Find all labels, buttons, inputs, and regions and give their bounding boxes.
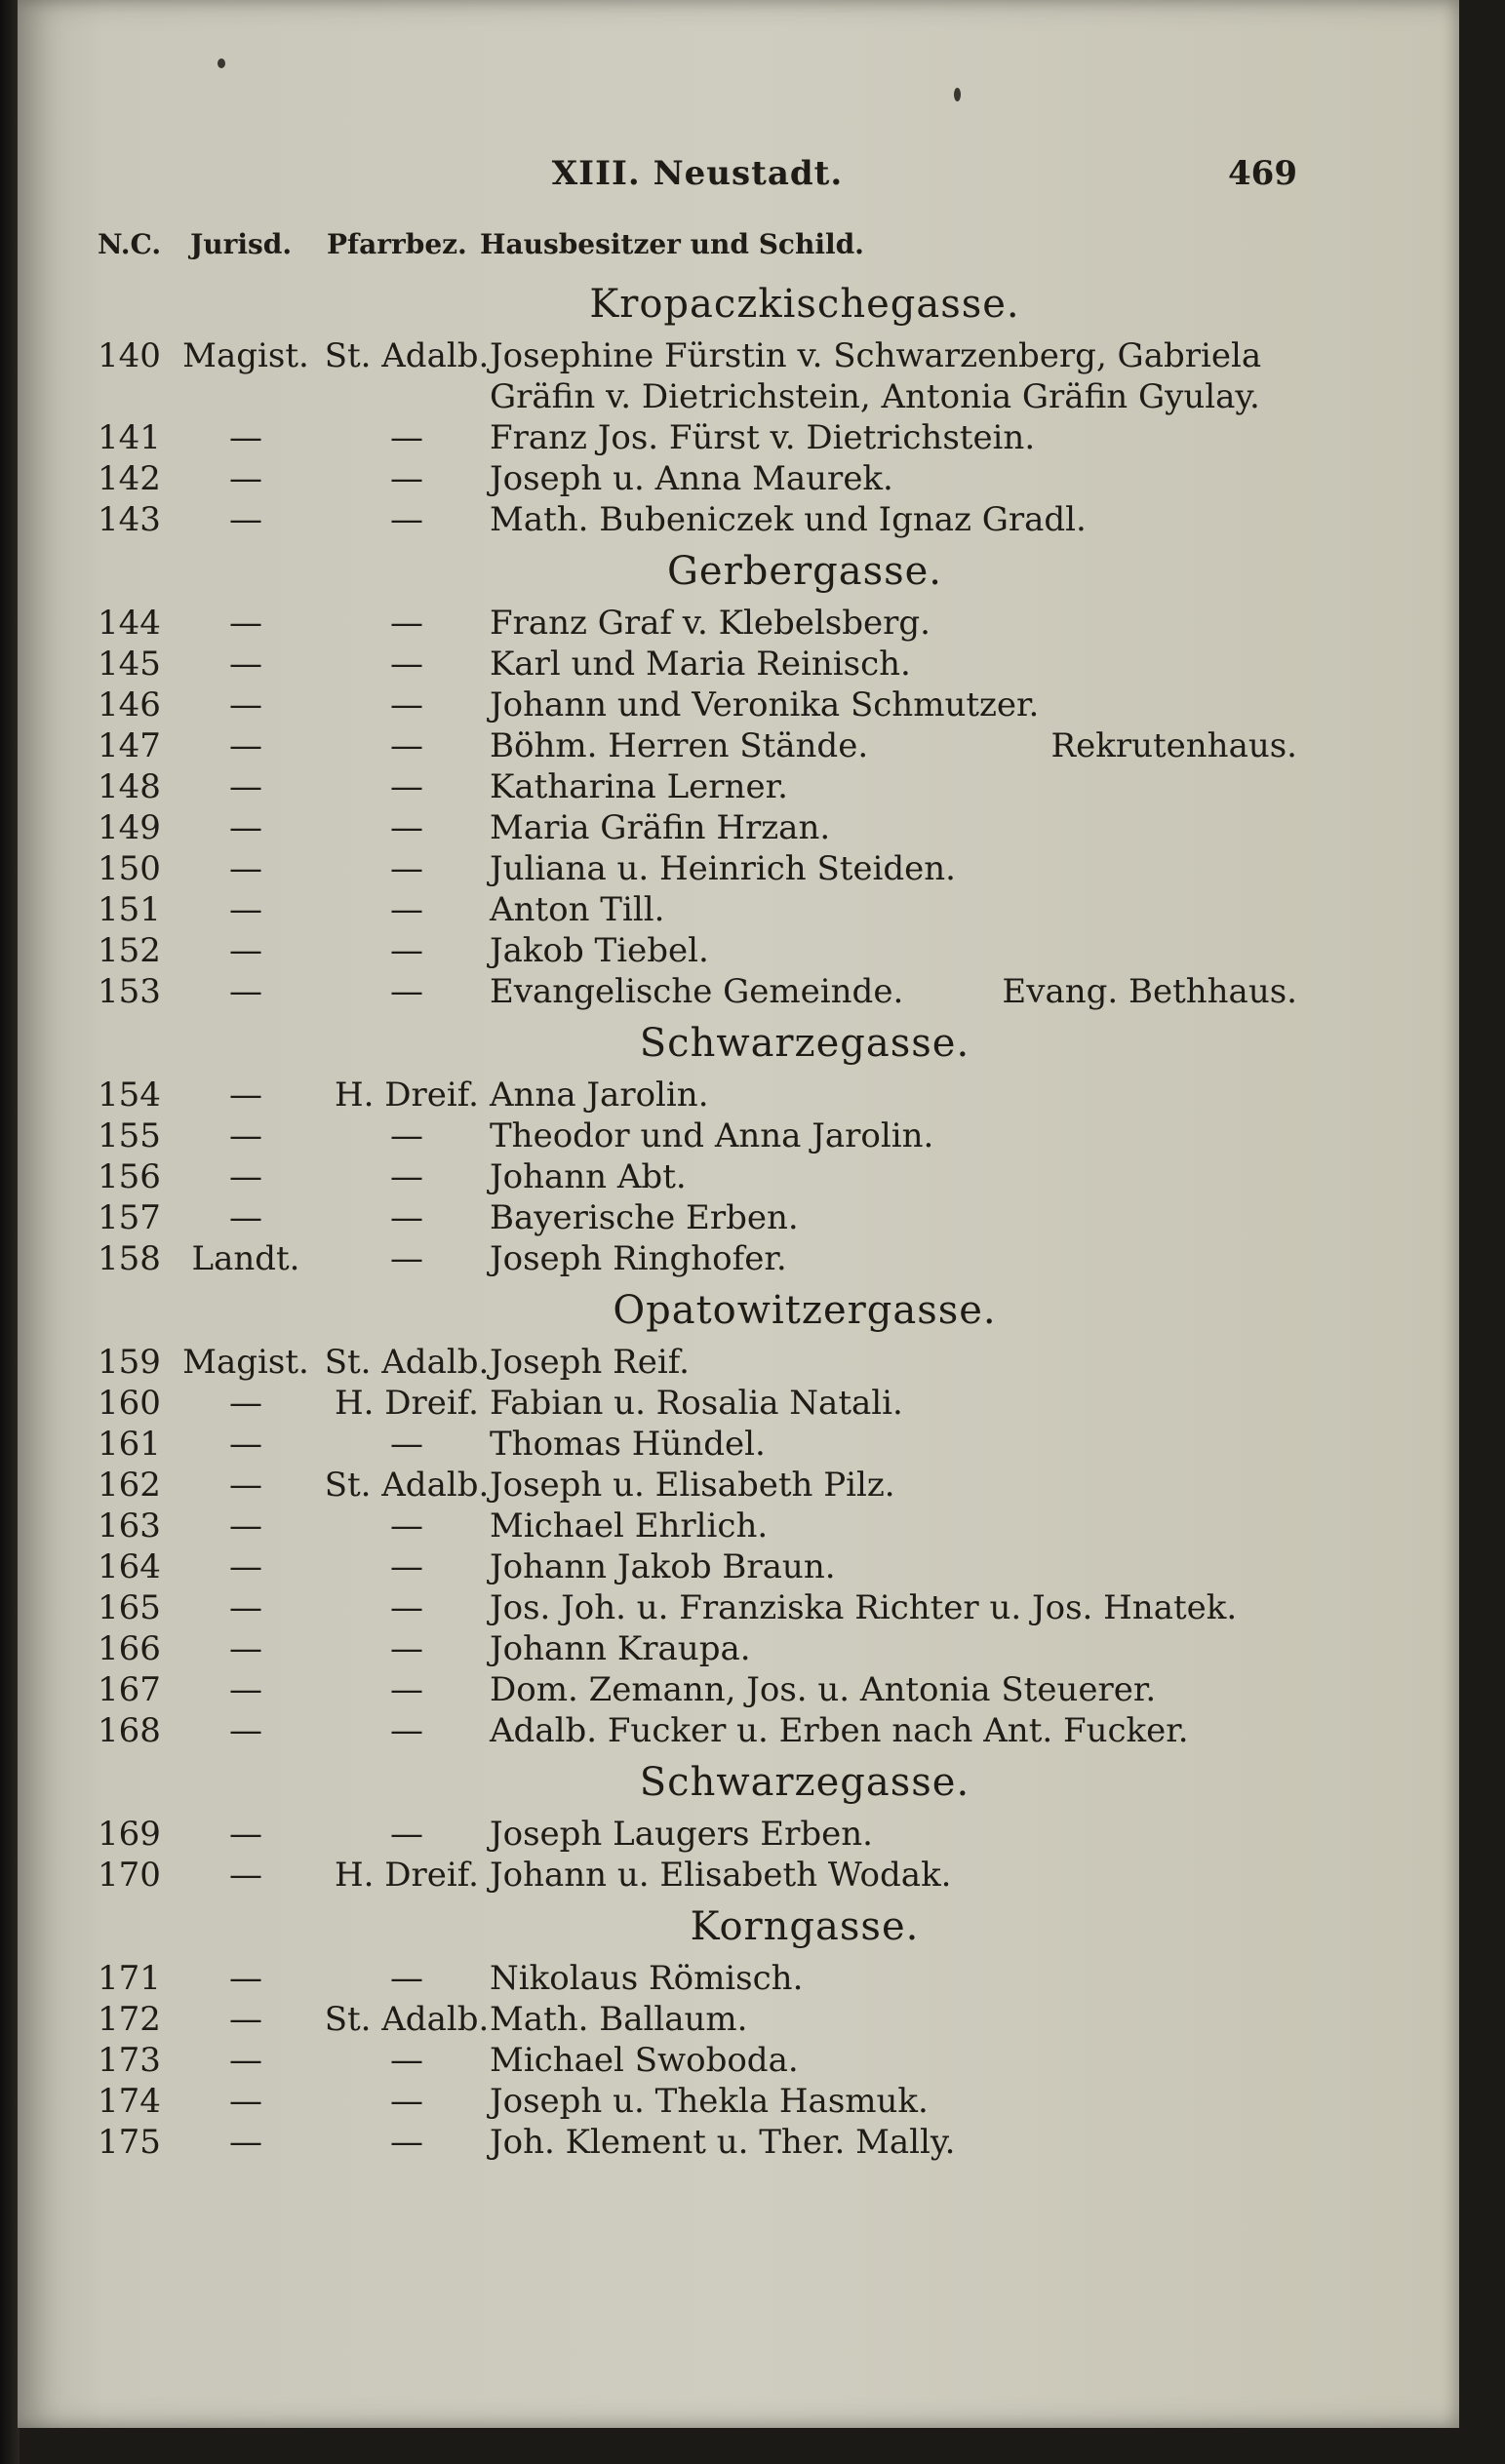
cell-num: 140 <box>98 336 161 375</box>
cell-num: 146 <box>98 685 161 724</box>
street-heading: Kropaczkischegasse. <box>589 282 1020 327</box>
register-row <box>98 1465 1297 1506</box>
cell-jur: — <box>229 1116 262 1155</box>
cell-jur: — <box>229 1466 262 1505</box>
cell-pfarr: — <box>390 418 423 457</box>
cell-owner: Joseph u. Thekla Hasmuk. <box>490 2082 929 2121</box>
register-row <box>98 1424 1297 1465</box>
cell-owner: Fabian u. Rosalia Natali. <box>490 1384 903 1423</box>
cell-owner: Franz Jos. Fürst v. Dietrichstein. <box>490 418 1036 457</box>
cell-num: 158 <box>98 1239 161 1278</box>
register-row <box>98 1628 1297 1669</box>
column-headers <box>98 215 1297 273</box>
cell-pfarr: St. Adalb. <box>324 1466 490 1505</box>
register-row <box>98 417 1297 458</box>
register-row <box>98 1075 1297 1115</box>
cell-jur: — <box>229 1157 262 1196</box>
cell-owner: Böhm. Herren Stände. <box>490 726 869 765</box>
cell-num: 165 <box>98 1588 161 1627</box>
cell-pfarr: — <box>390 1588 423 1627</box>
cell-pfarr: — <box>390 1815 423 1854</box>
cell-num: 166 <box>98 1629 161 1668</box>
register-row <box>98 971 1297 1012</box>
cell-num: 153 <box>98 972 161 1011</box>
cell-jur: — <box>229 1425 262 1464</box>
register-row <box>98 1156 1297 1197</box>
cell-pfarr: St. Adalb. <box>324 1343 490 1382</box>
register-row <box>98 725 1297 766</box>
cell-sign: Evang. Bethhaus. <box>1002 972 1297 1011</box>
cell-jur: — <box>229 726 262 765</box>
register-row <box>98 807 1297 848</box>
cell-jur: — <box>229 1670 262 1709</box>
register-row <box>98 889 1297 930</box>
cell-jur: — <box>229 890 262 929</box>
cell-num: 167 <box>98 1670 161 1709</box>
register-row <box>98 930 1297 971</box>
register-row <box>98 684 1297 725</box>
cell-owner: Michael Swoboda. <box>490 2041 799 2080</box>
cell-num: 170 <box>98 1856 161 1895</box>
cell-jur: — <box>229 2123 262 2162</box>
cell-jur: — <box>229 1506 262 1545</box>
cell-owner: Johann Kraupa. <box>490 1629 751 1668</box>
cell-owner: Joseph Ringhofer. <box>490 1239 787 1278</box>
page-number: 469 <box>1228 154 1297 193</box>
cell-pfarr: — <box>390 645 423 684</box>
cell-jur: — <box>229 2041 262 2080</box>
cell-jur: Landt. <box>191 1239 300 1278</box>
cell-pfarr: — <box>390 2082 423 2121</box>
register-row <box>98 644 1297 684</box>
cell-pfarr: — <box>390 685 423 724</box>
cell-num: 142 <box>98 459 161 498</box>
street-heading: Schwarzegasse. <box>639 1760 970 1805</box>
street-heading: Schwarzegasse. <box>639 1021 970 1066</box>
cell-pfarr: — <box>390 1116 423 1155</box>
register-row <box>98 2040 1297 2081</box>
cell-owner: Jos. Joh. u. Franziska Richter u. Jos. Hnatek. <box>490 1588 1238 1627</box>
cell-num: 157 <box>98 1198 161 1237</box>
cell-num: 144 <box>98 604 161 643</box>
column-header: Jurisd. <box>190 227 293 260</box>
cell-owner: Karl und Maria Reinisch. <box>490 645 911 684</box>
cell-pfarr: — <box>390 1198 423 1237</box>
cell-pfarr: — <box>390 767 423 806</box>
cell-owner: Joseph u. Elisabeth Pilz. <box>490 1466 895 1505</box>
cell-num: 141 <box>98 418 161 457</box>
register-row <box>98 1999 1297 2040</box>
cell-owner: Franz Graf v. Klebelsberg. <box>490 604 931 643</box>
cell-pfarr: — <box>390 500 423 539</box>
cell-num: 149 <box>98 808 161 847</box>
cell-num: 152 <box>98 931 161 970</box>
cell-owner: Nikolaus Römisch. <box>490 1959 804 1998</box>
register-row <box>98 1115 1297 1156</box>
register-row <box>98 458 1297 499</box>
cell-owner: Thomas Hündel. <box>490 1425 766 1464</box>
cell-pfarr: — <box>390 1157 423 1196</box>
cell-jur: — <box>229 1815 262 1854</box>
cell-jur: — <box>229 849 262 888</box>
cell-jur: — <box>229 500 262 539</box>
cell-num: 147 <box>98 726 161 765</box>
page-content <box>98 146 1297 2163</box>
cell-jur: — <box>229 767 262 806</box>
cell-owner: Johann Abt. <box>490 1157 687 1196</box>
cell-owner: Maria Gräfin Hrzan. <box>490 808 831 847</box>
cell-owner: Bayerische Erben. <box>490 1198 799 1237</box>
cell-jur: — <box>229 685 262 724</box>
cell-num: 151 <box>98 890 161 929</box>
cell-owner: Evangelische Gemeinde. <box>490 972 904 1011</box>
cell-pfarr: — <box>390 2123 423 2162</box>
cell-pfarr: H. Dreif. <box>335 1076 479 1115</box>
register-row <box>98 2081 1297 2122</box>
cell-jur: — <box>229 459 262 498</box>
cell-owner: Joseph Reif. <box>490 1343 690 1382</box>
cell-num: 164 <box>98 1547 161 1586</box>
street-heading: Korngasse. <box>690 1904 920 1949</box>
cell-num: 172 <box>98 2000 161 2039</box>
cell-owner: Johann Jakob Braun. <box>490 1547 836 1586</box>
cell-num: 171 <box>98 1959 161 1998</box>
cell-owner: Juliana u. Heinrich Steiden. <box>490 849 956 888</box>
cell-pfarr: — <box>390 1959 423 1998</box>
cell-num: 156 <box>98 1157 161 1196</box>
cell-num: 161 <box>98 1425 161 1464</box>
register-row <box>98 1669 1297 1710</box>
house-register <box>98 273 1297 2163</box>
cell-owner: Anna Jarolin. <box>490 1076 709 1115</box>
cell-owner: Johann und Veronika Schmutzer. <box>490 685 1040 724</box>
cell-pfarr: — <box>390 1425 423 1464</box>
street-heading: Opatowitzergasse. <box>613 1288 997 1333</box>
register-row <box>98 1546 1297 1587</box>
cell-num: 162 <box>98 1466 161 1505</box>
register-row <box>98 1587 1297 1628</box>
paper-speck <box>218 59 225 68</box>
column-header: N.C. <box>98 227 162 260</box>
register-row <box>98 848 1297 889</box>
cell-owner: Anton Till. <box>490 890 665 929</box>
cell-pfarr: — <box>390 1711 423 1750</box>
cell-jur: — <box>229 972 262 1011</box>
cell-pfarr: — <box>390 890 423 929</box>
cell-jur: — <box>229 1856 262 1895</box>
cell-jur: — <box>229 931 262 970</box>
cell-jur: — <box>229 2000 262 2039</box>
cell-pfarr: — <box>390 972 423 1011</box>
cell-owner: Theodor und Anna Jarolin. <box>490 1116 934 1155</box>
register-row <box>98 1814 1297 1855</box>
book-page <box>18 0 1459 2428</box>
cell-num: 159 <box>98 1343 161 1382</box>
cell-pfarr: St. Adalb. <box>324 336 490 375</box>
cell-pfarr: — <box>390 1547 423 1586</box>
cell-pfarr: H. Dreif. <box>335 1856 479 1895</box>
cell-jur: — <box>229 1711 262 1750</box>
cell-num: 173 <box>98 2041 161 2080</box>
register-row <box>98 603 1297 644</box>
cell-jur: Magist. <box>182 336 309 375</box>
cell-num: 154 <box>98 1076 161 1115</box>
cell-owner: Jakob Tiebel. <box>490 931 709 970</box>
running-head <box>98 146 1297 215</box>
cell-num: 168 <box>98 1711 161 1750</box>
cell-jur: — <box>229 808 262 847</box>
cell-num: 145 <box>98 645 161 684</box>
register-row <box>98 766 1297 807</box>
cell-num: 160 <box>98 1384 161 1423</box>
cell-num: 163 <box>98 1506 161 1545</box>
cell-owner: Dom. Zemann, Jos. u. Antonia Steuerer. <box>490 1670 1157 1709</box>
cell-num: 150 <box>98 849 161 888</box>
paper-speck <box>954 88 961 101</box>
register-row <box>98 335 1297 417</box>
register-row <box>98 1958 1297 1999</box>
cell-owner: Katharina Lerner. <box>490 767 788 806</box>
cell-pfarr: — <box>390 459 423 498</box>
cell-pfarr: H. Dreif. <box>335 1384 479 1423</box>
register-row <box>98 1855 1297 1896</box>
cell-num: 174 <box>98 2082 161 2121</box>
register-row <box>98 1238 1297 1279</box>
page-title: XIII. Neustadt. <box>551 154 844 193</box>
cell-owner: Joseph Laugers Erben. <box>490 1815 873 1854</box>
cell-jur: — <box>229 1384 262 1423</box>
cell-owner: Math. Bubeniczek und Ignaz Gradl. <box>490 500 1087 539</box>
cell-pfarr: St. Adalb. <box>324 2000 490 2039</box>
cell-jur: — <box>229 1959 262 1998</box>
cell-jur: — <box>229 2082 262 2121</box>
cell-pfarr: — <box>390 604 423 643</box>
cell-num: 169 <box>98 1815 161 1854</box>
book-spine <box>0 0 20 2464</box>
cell-owner: Adalb. Fucker u. Erben nach Ant. Fucker. <box>490 1711 1189 1750</box>
column-header: Pfarrbez. <box>327 227 467 260</box>
register-row <box>98 2122 1297 2163</box>
register-row <box>98 499 1297 540</box>
cell-pfarr: — <box>390 1239 423 1278</box>
cell-owner: Josephine Fürstin v. Schwarzenberg, Gabriela Gräfin v. Dietrichstein, Antonia Gräfin Gyulay. <box>490 336 1262 416</box>
register-row <box>98 1383 1297 1424</box>
cell-num: 143 <box>98 500 161 539</box>
cell-owner: Michael Ehrlich. <box>490 1506 769 1545</box>
cell-num: 155 <box>98 1116 161 1155</box>
cell-jur: Magist. <box>182 1343 309 1382</box>
cell-jur: — <box>229 1198 262 1237</box>
cell-owner: Math. Ballaum. <box>490 2000 748 2039</box>
cell-jur: — <box>229 1588 262 1627</box>
cell-jur: — <box>229 1629 262 1668</box>
street-heading: Gerbergasse. <box>666 549 943 594</box>
cell-owner: Johann u. Elisabeth Wodak. <box>490 1856 952 1895</box>
cell-jur: — <box>229 604 262 643</box>
cell-pfarr: — <box>390 1506 423 1545</box>
cell-jur: — <box>229 418 262 457</box>
cell-pfarr: — <box>390 849 423 888</box>
cell-num: 175 <box>98 2123 161 2162</box>
cell-jur: — <box>229 1076 262 1115</box>
register-row <box>98 1506 1297 1546</box>
cell-pfarr: — <box>390 808 423 847</box>
cell-pfarr: — <box>390 1629 423 1668</box>
cell-owner: Joh. Klement u. Ther. Mally. <box>490 2123 956 2162</box>
register-row <box>98 1342 1297 1383</box>
cell-owner: Joseph u. Anna Maurek. <box>490 459 893 498</box>
cell-num: 148 <box>98 767 161 806</box>
cell-sign: Rekrutenhaus. <box>1050 726 1297 765</box>
cell-jur: — <box>229 1547 262 1586</box>
cell-pfarr: — <box>390 931 423 970</box>
cell-pfarr: — <box>390 2041 423 2080</box>
cell-pfarr: — <box>390 1670 423 1709</box>
register-row <box>98 1197 1297 1238</box>
cell-jur: — <box>229 645 262 684</box>
column-header: Hausbesitzer und Schild. <box>480 227 864 260</box>
register-row <box>98 1710 1297 1751</box>
cell-pfarr: — <box>390 726 423 765</box>
